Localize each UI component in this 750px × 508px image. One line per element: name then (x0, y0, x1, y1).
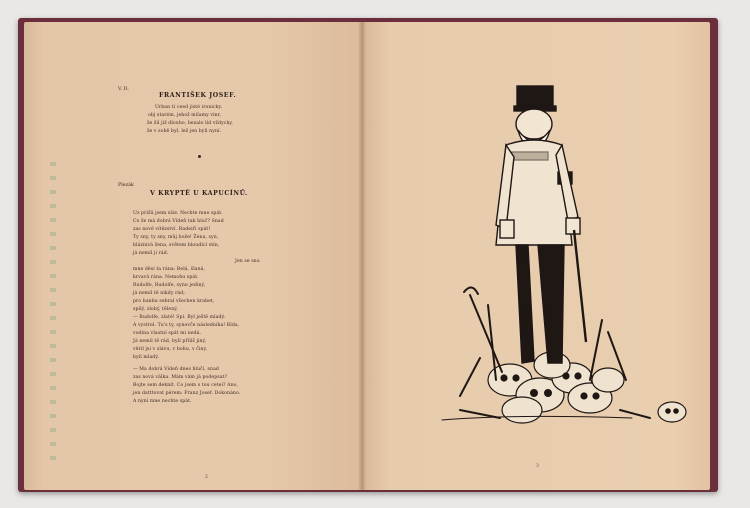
poem1-line: obj starém, jehož milamy vinr, (148, 113, 222, 118)
poem1-line: že žil již dlouho, bezalo lid vždycky, (147, 121, 233, 126)
poem1-title: FRANTIŠEK JOSEF. (159, 92, 237, 99)
page-edge-strip (50, 162, 56, 462)
poem2-line: pro hanbu sebral všechen krabet, (133, 299, 215, 304)
poem2-line: Rudolfe, Rudolfe, synu jediný, (133, 283, 206, 288)
poem2-author: Plezák (118, 183, 134, 188)
poem1-line: Urban ti ceed jisté ironicky. (155, 105, 223, 110)
left-page-number: 2 (205, 475, 208, 480)
poem2-line: Uz prišli jsem sláv. Nechte mne spát. (133, 211, 223, 216)
walking-stick (574, 230, 586, 342)
right-leg (538, 245, 564, 363)
poem2-line: — Rudolfe, zlaté! Spí. Byl ještě mladý. (133, 315, 226, 320)
poem2-line: bylí mladý. (133, 355, 159, 360)
poem1-line: že v sobě byl, lež jen byli nyní. (147, 129, 222, 134)
poem2-line: mne děsí ta rána: Belá, šlaná, (133, 267, 206, 272)
right-page-number: 3 (536, 464, 539, 469)
section-ornament (198, 155, 201, 158)
book-gutter (358, 22, 366, 490)
emperor-figure (496, 86, 586, 363)
poem2-line: věril jsi v slávu, v bohu, v činy, (133, 347, 208, 352)
poem2-line: zas nové vítězství. Radeiří spát! (133, 227, 211, 232)
kepi-hat (517, 86, 553, 108)
poem2-line: Co že má dobrá Vídeň tak hluč? Snad (133, 219, 224, 224)
poem2-line: A vystrel. Tu's ty, synovče následníka! Bída, (133, 323, 240, 328)
poem2-line: Bojte sem deknít. Co jsem s tou cetei? Ano, (133, 383, 239, 388)
poem2-line: — Ma dobrá Vídeň dnes hluči, snad (133, 367, 219, 372)
poem2-line: já nemíl tě nikdy rád; (133, 291, 185, 296)
poem2-line: zas nová válka. Mám vám já podepsat? (133, 375, 228, 380)
poem1-author: V. D. (118, 87, 129, 92)
skull-pile (488, 352, 686, 423)
poem2-line: bláznivá žena, světem bloudící stín, (133, 243, 220, 248)
poem2-line: spilý, zlobý, tělený, (133, 307, 178, 312)
left-leg (516, 245, 534, 363)
poem2-line: vodina vlastní spát mi nedá. (133, 331, 202, 336)
emperor-caricature-illustration (440, 80, 700, 440)
poem2-line: Jen se snu (235, 259, 260, 264)
poem2-line: A nyní mne nechte spát. (133, 399, 192, 404)
poem2-line: jen datttovat pérem: Franz Josef. Dokonáno. (133, 391, 241, 396)
poem2-line: Já nemíl tě rád, bylí příliš jiný, (133, 339, 207, 344)
poem2-line: Ty sny, ty sny, můj bože! Žena, syn, (133, 235, 219, 240)
poem2-line: krvavá rána. Nemohu spát. (133, 275, 199, 280)
poem2-line: já nemíl ji rád. (133, 251, 169, 256)
poem2-title: V KRYPTĚ U KAPUCÍNŮ. (150, 190, 248, 197)
